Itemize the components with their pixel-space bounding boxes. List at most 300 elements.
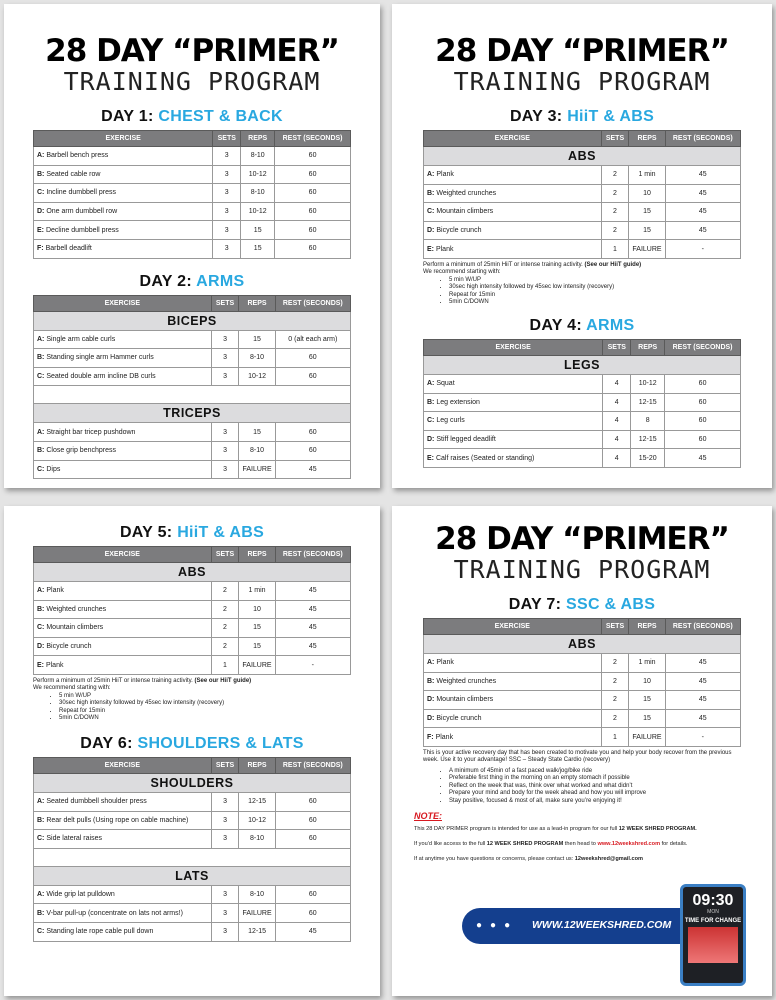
- sets-cell: 4: [603, 374, 631, 393]
- exercise-key: B:: [37, 170, 47, 178]
- reps-cell: 15: [239, 619, 275, 638]
- exercise-cell: [424, 166, 602, 185]
- rest-cell: 45: [275, 922, 350, 941]
- exercise-name: Leg extension: [436, 398, 480, 406]
- sets-cell: 3: [213, 239, 241, 258]
- column-header: REPS: [239, 295, 275, 311]
- header-row: [424, 619, 741, 635]
- exercise-key: B:: [427, 677, 437, 685]
- footer-paragraph-1: [414, 826, 772, 832]
- exercise-name: Plank: [45, 661, 64, 669]
- sets-cell: 1: [211, 656, 239, 675]
- table-header: [424, 619, 741, 635]
- rest-cell: 60: [275, 239, 351, 258]
- reps-cell: FAILURE: [629, 728, 665, 747]
- reps-cell: 8-10: [241, 184, 275, 203]
- exercise-cell: [34, 330, 212, 349]
- exercise-name: Plank: [436, 659, 454, 667]
- table-row: [34, 619, 351, 638]
- exercise-cell: [424, 449, 603, 468]
- bullet-item: • 5 min W/UP: [449, 277, 741, 285]
- page-3: [4, 506, 380, 996]
- rest-cell: 45: [275, 619, 350, 638]
- footer-paragraph-3: [414, 856, 772, 862]
- exercise-name: Bicycle crunch: [436, 227, 482, 235]
- exercise-key: D:: [427, 227, 437, 235]
- phone-screen-image: [688, 927, 738, 963]
- website-link[interactable]: www.12weekshred.com: [597, 841, 661, 848]
- day3-hiit-note: [423, 262, 741, 307]
- exercise-name: Calf raises (Seated or standing): [435, 454, 535, 462]
- sets-cell: 3: [213, 221, 241, 240]
- section-lats: LATS: [34, 866, 351, 885]
- sets-cell: 1: [601, 240, 629, 259]
- email-link[interactable]: 12weekshred@gmail.com: [574, 856, 644, 863]
- banner-url: WWW.12WEEKSHRED.COM: [532, 919, 672, 931]
- table-row: [424, 374, 741, 393]
- reps-cell: FAILURE: [629, 240, 665, 259]
- table-header: [34, 131, 351, 147]
- note-bullets: [59, 693, 351, 723]
- sets-cell: 3: [211, 423, 239, 442]
- rest-cell: 60: [275, 147, 351, 166]
- section-triceps: TRICEPS: [34, 404, 351, 423]
- exercise-name: Plank: [435, 733, 454, 741]
- exercise-key: C:: [37, 928, 47, 936]
- rest-cell: 60: [275, 202, 351, 221]
- reps-cell: 15: [629, 691, 665, 710]
- exercise-name: Dips: [46, 465, 61, 473]
- day-focus: HiiT & ABS: [567, 108, 655, 125]
- bullet-item: • Stay positive, focused & most of all, make sure you’re enjoying it!: [449, 798, 741, 806]
- phone-graphic: [680, 884, 746, 986]
- exercise-cell: [34, 239, 213, 258]
- table-row: [34, 922, 351, 941]
- exercise-name: One arm dumbbell row: [46, 208, 118, 216]
- bullet-item: • Reflect on the week that was, think over what worked and what didn’t: [449, 783, 741, 791]
- exercise-name: Stiff legged deadlift: [436, 436, 496, 444]
- table-row: [424, 691, 741, 710]
- sets-cell: 3: [213, 147, 241, 166]
- day-focus: SSC & ABS: [566, 596, 656, 613]
- exercise-key: C:: [37, 624, 47, 632]
- day-label: DAY 3:: [509, 108, 563, 125]
- note-bullets: [449, 277, 741, 307]
- rest-cell: 45: [275, 460, 350, 479]
- day3-heading: [392, 108, 772, 126]
- exercise-key: E:: [37, 661, 46, 669]
- exercise-name: Single arm cable curls: [46, 335, 116, 343]
- table-row: [424, 240, 741, 259]
- column-header: EXERCISE: [34, 295, 212, 311]
- column-header: SETS: [211, 295, 239, 311]
- sets-cell: 2: [211, 619, 239, 638]
- phone-day: MON: [707, 909, 719, 915]
- column-header: REST (SECONDS): [665, 339, 741, 355]
- rest-cell: 45: [275, 582, 350, 601]
- column-header: REST (SECONDS): [665, 619, 740, 635]
- sets-cell: 2: [601, 184, 629, 203]
- note-bullets: [449, 768, 741, 806]
- rest-cell: 45: [665, 672, 740, 691]
- rest-cell: 45: [665, 709, 740, 728]
- exercise-key: A:: [427, 659, 437, 667]
- exercise-key: A:: [37, 335, 47, 343]
- exercise-name: Plank: [46, 587, 64, 595]
- reps-cell: 10: [629, 184, 665, 203]
- page-4: [392, 506, 772, 996]
- exercise-cell: [34, 441, 212, 460]
- column-header: REST (SECONDS): [275, 295, 350, 311]
- rest-cell: 45: [665, 166, 740, 185]
- column-header: SETS: [603, 339, 631, 355]
- table-row: [424, 166, 741, 185]
- exercise-key: B:: [37, 605, 47, 613]
- rest-cell: 45: [665, 203, 740, 222]
- note-recommend: We recommend starting with:: [423, 269, 501, 276]
- sets-cell: 2: [601, 672, 629, 691]
- column-header: REST (SECONDS): [665, 131, 740, 147]
- exercise-key: A:: [37, 891, 47, 899]
- sets-cell: 2: [601, 691, 629, 710]
- note-recommend: We recommend starting with:: [33, 685, 111, 692]
- section-biceps: BICEPS: [34, 311, 351, 330]
- sets-cell: 3: [211, 460, 239, 479]
- bullet-item: • A minimum of 45min of a fast paced walk/jog/bike ride: [449, 768, 741, 776]
- exercise-name: Squat: [436, 380, 455, 388]
- day-focus: CHEST & BACK: [158, 108, 283, 125]
- table-row: [34, 239, 351, 258]
- column-header: SETS: [601, 131, 629, 147]
- day-focus: ARMS: [586, 316, 635, 334]
- table-row: [34, 165, 351, 184]
- rest-cell: 60: [275, 349, 350, 368]
- sets-cell: 3: [211, 830, 239, 849]
- exercise-cell: [424, 430, 603, 449]
- sets-cell: 3: [211, 922, 239, 941]
- exercise-cell: [34, 885, 212, 904]
- day5-table: [33, 546, 351, 675]
- program-subtitle: TRAINING PROGRAM: [453, 555, 711, 584]
- rest-cell: 60: [665, 374, 741, 393]
- exercise-cell: [34, 922, 212, 941]
- exercise-key: A:: [37, 798, 47, 806]
- table-row: [34, 423, 351, 442]
- exercise-name: V-bar pull-up (concentrate on lats not arms!): [46, 909, 183, 917]
- reps-cell: 10-12: [631, 374, 665, 393]
- bullet-item: • 5min C/DOWN: [59, 715, 351, 723]
- day1-table: [33, 130, 351, 259]
- exercise-cell: [424, 374, 603, 393]
- bullet-item: • Repeat for 15min: [59, 708, 351, 716]
- column-header: SETS: [213, 131, 241, 147]
- column-header: REPS: [629, 131, 665, 147]
- rest-cell: 45: [665, 221, 740, 240]
- section-shoulders: SHOULDERS: [34, 773, 351, 792]
- exercise-cell: [34, 830, 212, 849]
- exercise-name: Barbell deadlift: [45, 245, 92, 253]
- rest-cell: 60: [665, 412, 741, 431]
- exercise-name: Mountain climbers: [46, 624, 104, 632]
- reps-cell: 15: [241, 239, 275, 258]
- table-row: [424, 203, 741, 222]
- exercise-key: D:: [427, 696, 437, 704]
- header-row: [424, 339, 741, 355]
- sets-cell: 4: [603, 430, 631, 449]
- table-row: [34, 202, 351, 221]
- sets-cell: 3: [211, 792, 239, 811]
- table-header: [34, 757, 351, 773]
- hiit-guide-link[interactable]: (See our HiiT guide): [194, 677, 252, 684]
- rest-cell: 60: [275, 184, 351, 203]
- exercise-name: Plank: [435, 245, 454, 253]
- exercise-cell: [34, 637, 212, 656]
- exercise-cell: [34, 582, 212, 601]
- sets-cell: 4: [603, 412, 631, 431]
- rest-cell: 60: [275, 423, 350, 442]
- exercise-cell: [34, 184, 213, 203]
- table-row: [424, 412, 741, 431]
- day5-hiit-note: [33, 678, 351, 723]
- table-row: [424, 430, 741, 449]
- rest-cell: 60: [275, 904, 350, 923]
- sets-cell: 2: [211, 600, 239, 619]
- day-label: DAY 6:: [80, 734, 133, 752]
- reps-cell: 10-12: [239, 367, 275, 386]
- column-header: SETS: [211, 547, 239, 563]
- exercise-key: B:: [37, 354, 47, 362]
- exercise-cell: [424, 691, 602, 710]
- rest-cell: -: [665, 728, 740, 747]
- sets-cell: 4: [603, 393, 631, 412]
- reps-cell: 15: [629, 709, 665, 728]
- exercise-name: Barbell bench press: [46, 152, 109, 160]
- table-row: [34, 600, 351, 619]
- section-abs: ABS: [424, 635, 741, 654]
- rest-cell: 45: [275, 600, 350, 619]
- exercise-cell: [34, 349, 212, 368]
- exercise-name: Bicycle crunch: [46, 643, 92, 651]
- table-row: [424, 672, 741, 691]
- day-label: DAY 7:: [508, 596, 562, 613]
- exercise-key: E:: [427, 245, 436, 253]
- reps-cell: 15: [239, 330, 275, 349]
- table-header: [34, 547, 351, 563]
- hiit-guide-link[interactable]: (See our HiiT guide): [584, 261, 642, 268]
- exercise-name: Mountain climbers: [436, 208, 494, 216]
- reps-cell: 12-15: [631, 393, 665, 412]
- exercise-key: C:: [37, 373, 47, 381]
- table-row: [34, 349, 351, 368]
- exercise-name: Seated dumbbell shoulder press: [46, 798, 147, 806]
- para-text: If at anytime you have questions or concerns, please contact us:: [414, 856, 574, 863]
- exercise-name: Standing single arm Hammer curls: [46, 354, 154, 362]
- day7-heading: [392, 596, 772, 614]
- rest-cell: -: [665, 240, 740, 259]
- reps-cell: 8-10: [239, 441, 275, 460]
- exercise-key: E:: [427, 454, 436, 462]
- program-title: 28 DAY “PRIMER”: [45, 33, 339, 69]
- note-text: Perform a minimum of 25min HiiT or intense training activity.: [33, 677, 193, 684]
- rest-cell: 45: [665, 654, 740, 673]
- exercise-key: B:: [37, 447, 47, 455]
- day-label: DAY 5:: [119, 524, 173, 541]
- exercise-key: A:: [37, 587, 47, 595]
- table-row: [34, 367, 351, 386]
- para-text: then head to: [564, 841, 596, 848]
- exercise-key: C:: [37, 189, 47, 197]
- table-row: [424, 221, 741, 240]
- table-row: [34, 582, 351, 601]
- reps-cell: 15-20: [631, 449, 665, 468]
- table-row: [34, 441, 351, 460]
- rest-cell: 60: [275, 165, 351, 184]
- exercise-cell: [34, 367, 212, 386]
- day1-heading: [4, 108, 380, 126]
- day-label: DAY 2:: [139, 272, 193, 290]
- reps-cell: 8-10: [239, 349, 275, 368]
- reps-cell: 12-15: [239, 792, 275, 811]
- day2-table: [33, 295, 351, 480]
- sets-cell: 3: [211, 904, 239, 923]
- column-header: EXERCISE: [424, 339, 603, 355]
- reps-cell: 15: [629, 203, 665, 222]
- day4-table: [423, 339, 741, 468]
- table-header: [34, 295, 351, 311]
- table-row: [34, 221, 351, 240]
- reps-cell: 12-15: [631, 430, 665, 449]
- reps-cell: 12-15: [239, 922, 275, 941]
- exercise-key: A:: [37, 428, 47, 436]
- exercise-key: D:: [427, 715, 437, 723]
- exercise-name: Weighted crunches: [436, 677, 497, 685]
- exercise-cell: [34, 165, 213, 184]
- website-banner[interactable]: [462, 908, 700, 944]
- phone-time: 09:30: [692, 892, 734, 909]
- exercise-key: A:: [427, 171, 437, 179]
- sets-cell: 2: [601, 203, 629, 222]
- bullet-item: • Repeat for 15min: [449, 292, 741, 300]
- exercise-key: C:: [427, 208, 437, 216]
- table-row: [34, 330, 351, 349]
- day3-table: [423, 130, 741, 259]
- column-header: REPS: [629, 619, 665, 635]
- reps-cell: 1 min: [239, 582, 275, 601]
- table-row: [424, 184, 741, 203]
- exercise-cell: [424, 240, 602, 259]
- table-spacer: [34, 848, 351, 866]
- program-subtitle: TRAINING PROGRAM: [453, 67, 711, 96]
- table-row: [34, 811, 351, 830]
- exercise-cell: [34, 221, 213, 240]
- exercise-key: F:: [427, 733, 436, 741]
- reps-cell: 10-12: [241, 202, 275, 221]
- exercise-key: F:: [37, 245, 46, 253]
- exercise-name: Standing late rope cable pull down: [46, 928, 154, 936]
- exercise-key: C:: [37, 835, 47, 843]
- day2-heading: [4, 273, 380, 291]
- exercise-key: B:: [427, 189, 437, 197]
- table-row: [34, 904, 351, 923]
- reps-cell: 15: [241, 221, 275, 240]
- reps-cell: FAILURE: [239, 656, 275, 675]
- sets-cell: 2: [601, 166, 629, 185]
- exercise-name: Bicycle crunch: [436, 715, 482, 723]
- reps-cell: 8: [631, 412, 665, 431]
- exercise-key: B:: [37, 816, 47, 824]
- program-subtitle: TRAINING PROGRAM: [63, 67, 321, 96]
- rest-cell: 45: [665, 184, 740, 203]
- reps-cell: 8-10: [241, 147, 275, 166]
- column-header: REPS: [239, 547, 275, 563]
- program-title: 28 DAY “PRIMER”: [435, 521, 729, 557]
- exercise-name: Rear delt pulls (Using rope on cable machine): [46, 816, 189, 824]
- day5-heading: [4, 524, 380, 542]
- exercise-name: Plank: [436, 171, 454, 179]
- exercise-name: Decline dumbbell press: [45, 226, 119, 234]
- rest-cell: 0 (alt each arm): [275, 330, 350, 349]
- exercise-cell: [424, 184, 602, 203]
- reps-cell: FAILURE: [239, 460, 275, 479]
- rest-cell: 60: [275, 367, 350, 386]
- rest-cell: 60: [275, 441, 350, 460]
- rest-cell: 60: [275, 830, 350, 849]
- exercise-name: Straight bar tricep pushdown: [46, 428, 136, 436]
- exercise-cell: [34, 600, 212, 619]
- column-header: EXERCISE: [34, 757, 212, 773]
- table-row: [424, 449, 741, 468]
- sets-cell: 3: [211, 367, 239, 386]
- reps-cell: 15: [629, 221, 665, 240]
- day4-heading: [392, 317, 772, 335]
- exercise-name: Weighted crunches: [436, 189, 497, 197]
- program-header: [392, 522, 772, 584]
- exercise-cell: [424, 709, 602, 728]
- bullet-item: • 30sec high intensity followed by 45sec low intensity (recovery): [449, 284, 741, 292]
- reps-cell: 10-12: [239, 811, 275, 830]
- table-row: [34, 184, 351, 203]
- column-header: EXERCISE: [34, 547, 212, 563]
- table-row: [34, 792, 351, 811]
- bullet-item: • 5 min W/UP: [59, 693, 351, 701]
- sets-cell: 2: [601, 654, 629, 673]
- exercise-key: A:: [427, 380, 437, 388]
- para-text: This 28 DAY PRIMER program is intended for use as a lead-in program for our full: [414, 826, 618, 833]
- sets-cell: 2: [211, 582, 239, 601]
- day6-heading: [4, 735, 380, 753]
- exercise-cell: [34, 811, 212, 830]
- para-emphasis: 12 WEEK SHRED PROGRAM.: [618, 826, 697, 833]
- exercise-cell: [34, 147, 213, 166]
- section-abs: ABS: [424, 147, 741, 166]
- para-text: If you’d like access to the full: [414, 841, 486, 848]
- reps-cell: 15: [239, 423, 275, 442]
- table-row: [424, 728, 741, 747]
- exercise-cell: [34, 619, 212, 638]
- table-row: [34, 830, 351, 849]
- sets-cell: 2: [601, 221, 629, 240]
- section-legs: LEGS: [424, 355, 741, 374]
- sets-cell: 2: [601, 709, 629, 728]
- exercise-name: Wide grip lat pulldown: [46, 891, 115, 899]
- column-header: EXERCISE: [424, 131, 602, 147]
- day-label: DAY 4:: [529, 316, 583, 334]
- rest-cell: 60: [275, 792, 350, 811]
- exercise-cell: [34, 460, 212, 479]
- column-header: EXERCISE: [34, 131, 213, 147]
- rest-cell: 60: [275, 811, 350, 830]
- exercise-key: C:: [37, 465, 47, 473]
